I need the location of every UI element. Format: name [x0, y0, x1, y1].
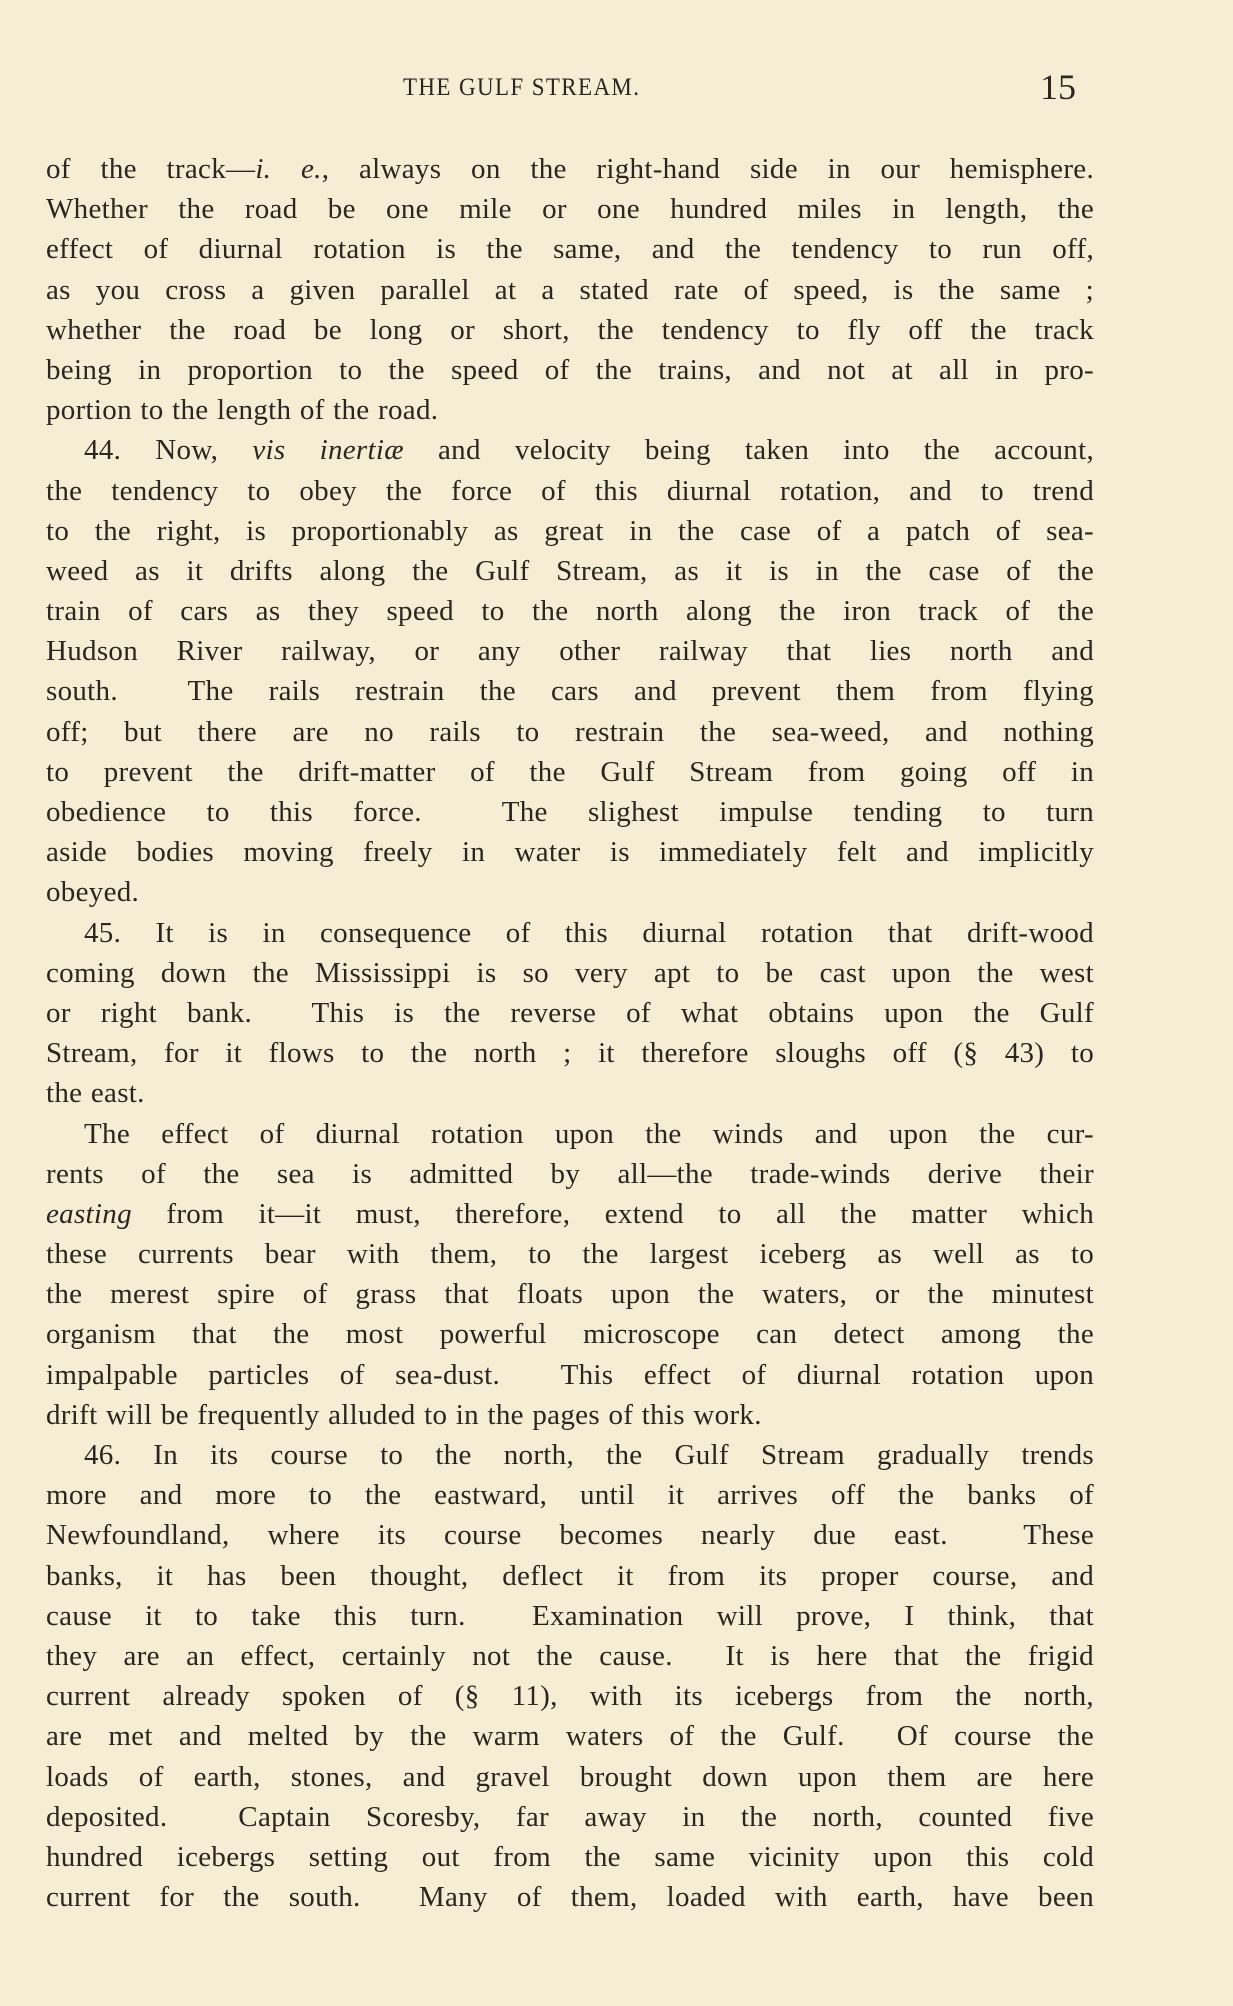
text-line [46, 1716, 1094, 1756]
text-segment: , always on the right-hand side in our hemisphere. [321, 153, 1094, 185]
text-segment: loads of earth, stones, and gravel brought down upon them are here [46, 1760, 1094, 1793]
text-segment: Stream, for it flows to the north ; it therefore sloughs off (§ 43) to [46, 1037, 1094, 1070]
text-segment: portion to the length of the road. [46, 394, 439, 427]
text-segment: Newfoundland, where its course becomes nearly due east. These [46, 1519, 1094, 1552]
text-segment: being in proportion to the speed of the trains, and not at all in pro- [46, 353, 1094, 386]
text-segment: to prevent the drift-matter of the Gulf Stream from going off in [46, 755, 1094, 788]
text-line [46, 993, 1094, 1033]
text-segment: obeyed. [46, 876, 140, 909]
text-segment: current for the south. Many of them, loaded with earth, have been [46, 1881, 1094, 1914]
text-segment: aside bodies moving freely in water is immediately felt and implicitly [46, 836, 1094, 869]
text-segment: drift will be frequently alluded to in the pages of this work. [46, 1398, 762, 1431]
text-line [46, 1877, 1094, 1917]
text-segment: hundred icebergs setting out from the same vicinity upon this cold [46, 1840, 1094, 1873]
text-segment: more and more to the eastward, until it arrives off the banks of [46, 1479, 1094, 1512]
text-segment: as you cross a given parallel at a stated rate of speed, is the same ; [46, 273, 1094, 306]
text-line [46, 1636, 1094, 1676]
text-segment: current already spoken of (§ 11), with its icebergs from the north, [46, 1680, 1094, 1713]
text-line [46, 792, 1094, 832]
text-line [46, 1114, 1094, 1154]
page-body-text [46, 149, 1094, 1917]
text-segment: 46. In its course to the north, the Gulf Stream gradually trends [84, 1439, 1094, 1471]
text-line [46, 1073, 1094, 1113]
text-segment: organism that the most powerful microscope can detect among the [46, 1318, 1094, 1351]
text-segment: whether the road be long or short, the tendency to fly off the track [46, 313, 1094, 346]
text-line [46, 872, 1094, 912]
text-line [46, 1596, 1094, 1636]
italic-text: i. e. [255, 153, 322, 185]
text-line [46, 671, 1094, 711]
text-line [46, 591, 1094, 631]
text-segment: effect of diurnal rotation is the same, and the tendency to run off, [46, 233, 1094, 266]
text-segment: and velocity being taken into the account, [403, 434, 1095, 467]
text-segment: the merest spire of grass that floats upon the waters, or the minutest [46, 1278, 1094, 1311]
text-segment: they are an effect, certainly not the cause. It is here that the frigid [46, 1639, 1094, 1672]
text-segment: south. The rails restrain the cars and prevent them from flying [46, 675, 1094, 708]
text-line [46, 551, 1094, 591]
text-line [46, 1475, 1094, 1515]
text-segment: deposited. Captain Scoresby, far away in the north, counted five [46, 1800, 1094, 1833]
text-segment: weed as it drifts along the Gulf Stream, as it is in the case of the [46, 554, 1094, 587]
text-segment: the tendency to obey the force of this diurnal rotation, and to trend [46, 474, 1094, 507]
text-segment: Hudson River railway, or any other railway that lies north and [46, 635, 1094, 668]
text-line [46, 953, 1094, 993]
text-segment: these currents bear with them, to the largest iceberg as well as to [46, 1238, 1094, 1271]
text-line [46, 1556, 1094, 1596]
text-line [46, 1515, 1094, 1555]
running-title: THE GULF STREAM. [403, 74, 641, 101]
text-segment: rents of the sea is admitted by all—the trade-winds derive their [46, 1157, 1094, 1190]
text-line [46, 511, 1094, 551]
text-line [46, 1033, 1094, 1073]
text-segment: Whether the road be one mile or one hundred miles in length, the [46, 193, 1094, 226]
text-line [46, 1395, 1094, 1435]
text-line [46, 1154, 1094, 1194]
text-segment: or right bank. This is the reverse of what obtains upon the Gulf [46, 996, 1094, 1029]
text-line [46, 913, 1094, 953]
text-line [46, 471, 1094, 511]
text-line [46, 229, 1094, 269]
text-line [46, 1314, 1094, 1354]
text-line [46, 149, 1094, 189]
text-segment: coming down the Mississippi is so very apt to be cast upon the west [46, 956, 1094, 989]
text-line [46, 189, 1094, 229]
text-segment: impalpable particles of sea-dust. This effect of diurnal rotation upon [46, 1358, 1094, 1391]
text-line [46, 1234, 1094, 1274]
text-line [46, 1676, 1094, 1716]
text-segment: banks, it has been thought, deflect it from its proper course, and [46, 1559, 1094, 1592]
text-line [46, 1797, 1094, 1837]
text-segment: The effect of diurnal rotation upon the winds and upon the cur- [84, 1117, 1094, 1150]
text-segment: off; but there are no rails to restrain the sea-weed, and nothing [46, 715, 1094, 748]
text-line [46, 430, 1094, 470]
text-line [46, 270, 1094, 310]
text-line [46, 1757, 1094, 1797]
text-segment: to the right, is proportionably as great in the case of a patch of sea- [46, 514, 1094, 547]
running-header [0, 67, 1233, 110]
text-line [46, 1274, 1094, 1314]
text-segment: are met and melted by the warm waters of the Gulf. Of course the [46, 1720, 1094, 1753]
text-segment: train of cars as they speed to the north along the iron track of the [46, 595, 1094, 628]
text-line [46, 390, 1094, 430]
text-segment: obedience to this force. The slighest impulse tending to turn [46, 796, 1094, 828]
text-line [46, 1435, 1094, 1475]
text-segment: of the track— [46, 153, 256, 185]
text-line [46, 310, 1094, 350]
text-line [46, 631, 1094, 671]
italic-text: easting [46, 1197, 132, 1230]
text-segment: 45. It is in consequence of this diurnal rotation that drift-wood [84, 916, 1094, 949]
text-line [46, 1837, 1094, 1877]
text-segment: the east. [46, 1077, 145, 1110]
text-line [46, 832, 1094, 872]
text-line [46, 350, 1094, 390]
page-number: 15 [1040, 67, 1076, 107]
text-segment: 44. Now, [84, 434, 253, 467]
text-line [46, 1194, 1094, 1234]
text-line [46, 1355, 1094, 1395]
text-line [46, 752, 1094, 792]
text-segment: cause it to take this turn. Examination will prove, I think, that [46, 1599, 1094, 1632]
text-line [46, 712, 1094, 752]
italic-text: vis inertiæ [252, 434, 404, 467]
text-segment: from it—it must, therefore, extend to all the matter which [131, 1197, 1094, 1230]
